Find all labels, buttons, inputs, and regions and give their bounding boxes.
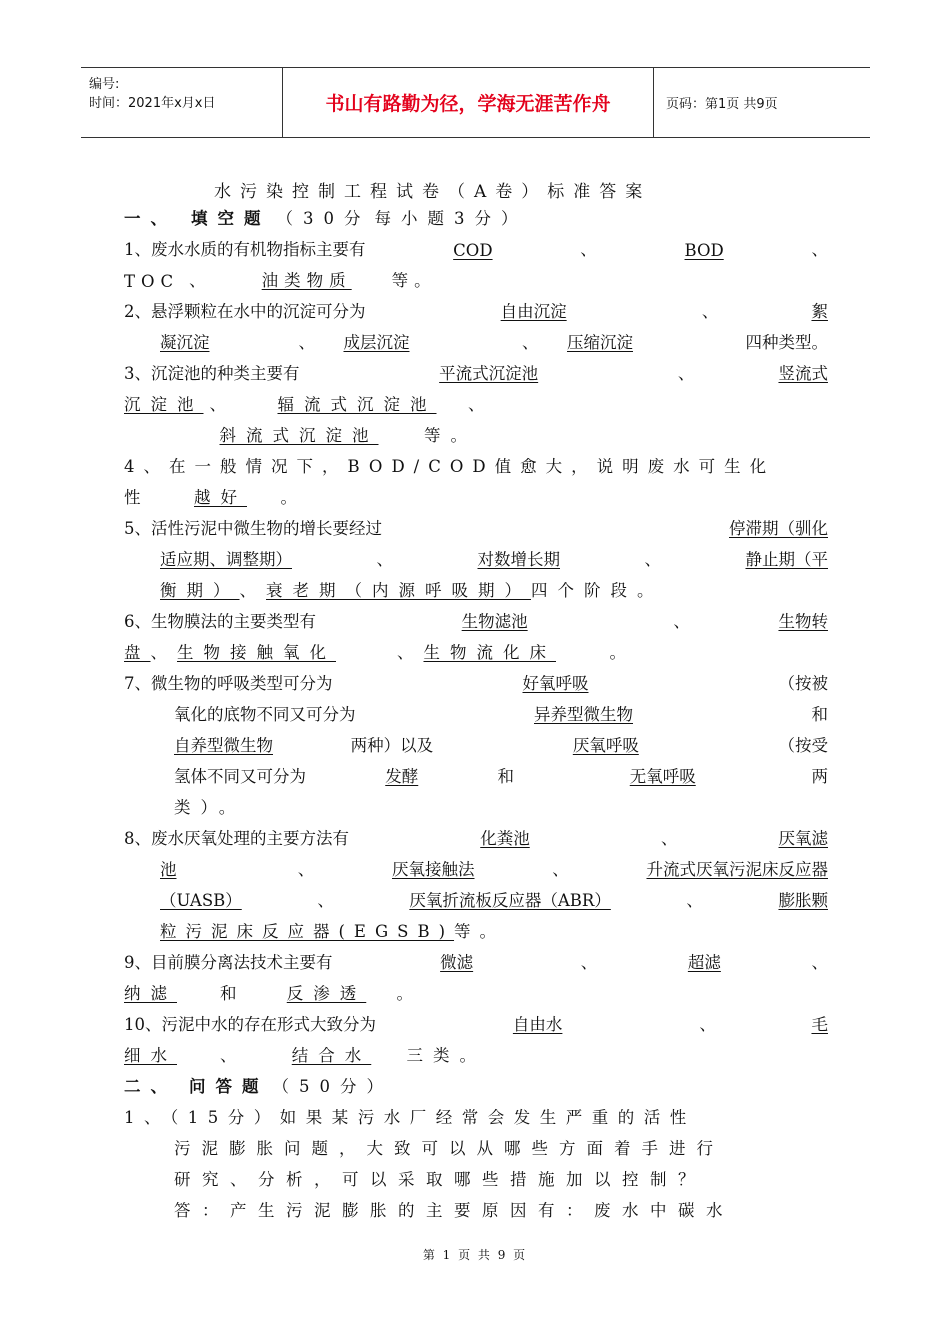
- question-line: 粒污泥床反应器(EGSB) 等。: [160, 922, 506, 941]
- question-line: 适应期、调整期） 、 对数增长期 、 静止期（平: [160, 550, 828, 569]
- header-meta: [81, 68, 283, 137]
- page-info: 页码：第1页 共9页: [666, 97, 778, 112]
- section-heading-1: 一、 填空题 （30分 每小题3分）: [124, 209, 528, 228]
- question-line: 2、悬浮颗粒在水中的沉淀可分为 自由沉淀 、 絮: [124, 302, 828, 321]
- number-label: 编号:: [89, 77, 120, 92]
- question-line: 污泥膨胀问题，大致可以从哪些方面着手进行: [174, 1139, 724, 1158]
- page-title: 水污染控制工程试卷（A卷）标准答案: [214, 182, 652, 202]
- page-footer: 第 1 页 共 9 页: [422, 1248, 528, 1262]
- time-label: 时间：2021年x月x日: [89, 96, 216, 111]
- question-line: TOC 、 油类物质 等。: [124, 271, 437, 291]
- section-heading-2: 二、 问答题 （50分）: [124, 1077, 393, 1096]
- question-line: 斜流式沉淀池 等。: [219, 426, 477, 445]
- question-line: 盘 、 生物接触氧化 、 生物流化床 。: [124, 643, 636, 662]
- question-line: 性 越好 。: [124, 488, 307, 507]
- question-line: 自养型微生物 两种）以及 厌氧呼吸 （按受: [174, 736, 828, 755]
- question-line: 凝沉淀 、 成层沉淀 、 压缩沉淀 四种类型。: [160, 333, 828, 352]
- question-line: 1、（15分）如果某污水厂经常会发生严重的活性: [124, 1108, 696, 1127]
- question-line: 衡期） 、 衰老期（内源呼吸期） 四个阶段。: [160, 581, 664, 600]
- header-table: [81, 67, 870, 138]
- question-line: 氧化的底物不同又可分为 异养型微生物 和: [174, 705, 828, 724]
- question-line: （UASB） 、 厌氧折流板反应器（ABR） 、 膨胀颗: [160, 891, 828, 910]
- question-line: 3、沉淀池的种类主要有 平流式沉淀池 、 竖流式: [124, 364, 828, 383]
- question-line: 9、目前膜分离法技术主要有 微滤 、 超滤 、: [124, 953, 828, 972]
- question-line: 4、在一般情况下，BOD/COD值愈大，说明废水可生化: [124, 457, 776, 476]
- question-line: 氢体不同又可分为 发酵 和 无氧呼吸 两: [174, 767, 828, 786]
- question-line: 1、废水水质的有机物指标主要有 COD 、 BOD 、: [124, 240, 828, 260]
- question-line: 池 、 厌氧接触法 、 升流式厌氧污泥床反应器: [160, 860, 828, 879]
- question-line: 类）。: [174, 798, 246, 817]
- question-line: 6、生物膜法的主要类型有 生物滤池 、 生物转: [124, 612, 828, 631]
- question-line: 8、废水厌氧处理的主要方法有 化粪池 、 厌氧滤: [124, 829, 828, 848]
- question-line: 沉淀池 、 辐流式沉淀池 、: [124, 395, 495, 414]
- question-line: 研究、分析，可以采取哪些措施加以控制？: [174, 1170, 706, 1189]
- question-line: 5、活性污泥中微生物的增长要经过 停滞期（驯化: [124, 519, 828, 538]
- question-line: 7、微生物的呼吸类型可分为 好氧呼吸 （按被: [124, 674, 828, 693]
- question-line: 答：产生污泥膨胀的主要原因有：废水中碳水: [174, 1201, 734, 1220]
- motto: 书山有路勤为径，学海无涯苦作舟: [283, 68, 654, 137]
- question-line: 纳滤 和 反渗透 。: [124, 984, 423, 1003]
- question-line: 10、污泥中水的存在形式大致分为 自由水 、 毛: [124, 1015, 828, 1034]
- question-line: 细水 、 结合水 三类。: [124, 1046, 486, 1065]
